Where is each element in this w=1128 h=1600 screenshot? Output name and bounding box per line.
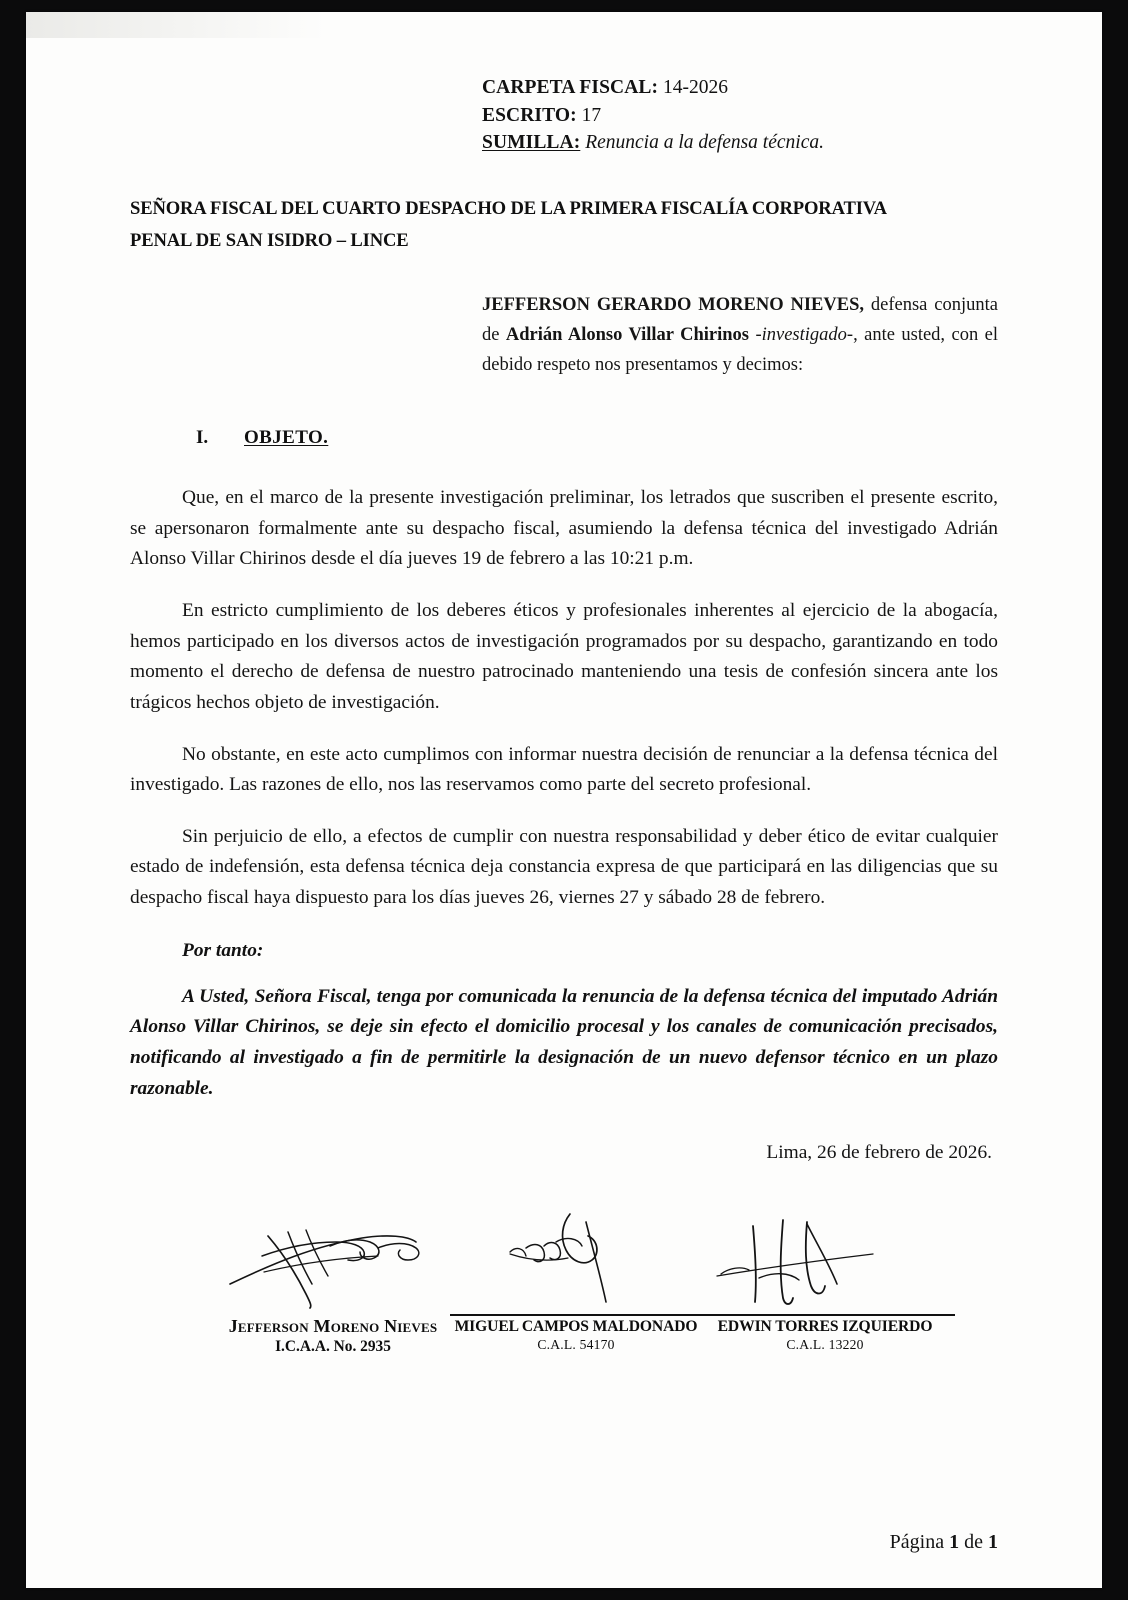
signature-mark xyxy=(450,1202,702,1314)
appearance-block xyxy=(482,291,998,381)
carpeta-fiscal-row xyxy=(482,74,998,102)
signature-block xyxy=(202,1202,464,1356)
escrito-label: ESCRITO: xyxy=(482,104,577,126)
section-title: OBJETO. xyxy=(244,426,329,448)
section-heading-objeto xyxy=(196,427,998,449)
paragraph: No obstante, en este acto cumplimos con informar nuestra decisión de renunciar a la defensa técnica del investigado. Las razones de ello, nos las reservamos como parte del secreto profesional. xyxy=(130,743,998,796)
signatory-registration: I.C.A.A. No. 2935 xyxy=(275,1338,391,1356)
sumilla-row xyxy=(482,129,998,157)
signature-rule xyxy=(450,1314,702,1316)
signature-block xyxy=(695,1202,955,1353)
sumilla-label: SUMILLA: xyxy=(482,132,581,154)
signature-block xyxy=(450,1202,702,1353)
appearance-closing: , ante usted, con el debido respeto nos presentamos y decimos: xyxy=(482,324,998,375)
document-page xyxy=(26,12,1102,1588)
signature-row xyxy=(130,1202,998,1382)
paragraph: En estricto cumplimiento de los deberes éticos y profesionales inherentes al ejercicio de la abogacía, hemos participado en los diversos actos de investigación programados por su despacho, garantizando en todo momento el derecho de defensa de nuestro patrocinado manteniendo una tesis de confesión sincera ante los trágicos hechos objeto de investigación. xyxy=(130,599,998,713)
section-numeral: I. xyxy=(196,426,209,448)
por-tanto-label: Por tanto: xyxy=(182,939,264,961)
footer-total-pages: 1 xyxy=(988,1531,998,1553)
addressee-line-2: PENAL DE SAN ISIDRO – LINCE xyxy=(130,230,409,252)
sumilla-value: Renuncia a la defensa técnica. xyxy=(585,132,824,154)
date-line: Lima, 26 de febrero de 2026. xyxy=(766,1142,992,1164)
addressee-line-1: SEÑORA FISCAL DEL CUARTO DESPACHO DE LA PRIMERA FISCALÍA CORPORATIVA xyxy=(130,198,887,220)
footer-current-page: 1 xyxy=(949,1531,960,1553)
body-copy xyxy=(130,483,998,914)
scan-artifact xyxy=(26,12,326,38)
footer-separator: de xyxy=(959,1531,988,1553)
carpeta-fiscal-label: CARPETA FISCAL: xyxy=(482,77,659,98)
escrito-value: 17 xyxy=(581,104,602,126)
signatory-name: EDWIN TORRES IZQUIERDO xyxy=(717,1318,933,1336)
signature-mark xyxy=(695,1202,955,1314)
paragraph: Sin perjuicio de ello, a efectos de cumplir con nuestra responsabilidad y deber ético de evitar cualquier estado de indefensión, esta defensa técnica deja constancia expresa de que participará en las diligencias que su despacho fiscal haya dispuesto para los días jueves 26, viernes 27 y sábado 28 de febrero. xyxy=(130,825,998,909)
signature-mark xyxy=(202,1202,464,1314)
appearance-role: defensa conjunta de xyxy=(482,295,998,345)
client-status: -investigado- xyxy=(749,324,854,345)
carpeta-fiscal-value: 14-2026 xyxy=(663,77,728,98)
attorney-name: JEFFERSON GERARDO MORENO NIEVES, xyxy=(482,295,864,315)
client-name: Adrián Alonso Villar Chirinos xyxy=(505,324,749,345)
signatory-registration: C.A.L. 13220 xyxy=(786,1337,864,1353)
addressee-block xyxy=(130,193,998,257)
case-header xyxy=(482,74,998,157)
signature-rule xyxy=(695,1314,955,1316)
petition-text: A Usted, Señora Fiscal, tenga por comunicada la renuncia de la defensa técnica del imputado Adrián Alonso Villar Chirinos, se deje sin efecto el domicilio procesal y los canales de comunicación precisados, notificando al investigado a fin de permitirle la designación de un nuevo defensor técnico en un plazo razonable. xyxy=(130,985,998,1099)
signatory-registration: C.A.L. 54170 xyxy=(537,1337,615,1353)
page-content xyxy=(130,74,998,1554)
footer-prefix: Página xyxy=(889,1531,950,1553)
paragraph: Que, en el marco de la presente investigación preliminar, los letrados que suscriben el presente escrito, se apersonaron formalmente ante su despacho fiscal, asumiendo la defensa técnica del investigado Adrián Alonso Villar Chirinos desde el día jueves 19 de febrero a las 10:21 p.m. xyxy=(130,486,998,570)
escrito-row xyxy=(482,102,998,130)
page-footer xyxy=(890,1531,998,1554)
signatory-name: MIGUEL CAMPOS MALDONADO xyxy=(454,1318,698,1336)
signatory-name: Jefferson Moreno Nieves xyxy=(228,1316,438,1337)
